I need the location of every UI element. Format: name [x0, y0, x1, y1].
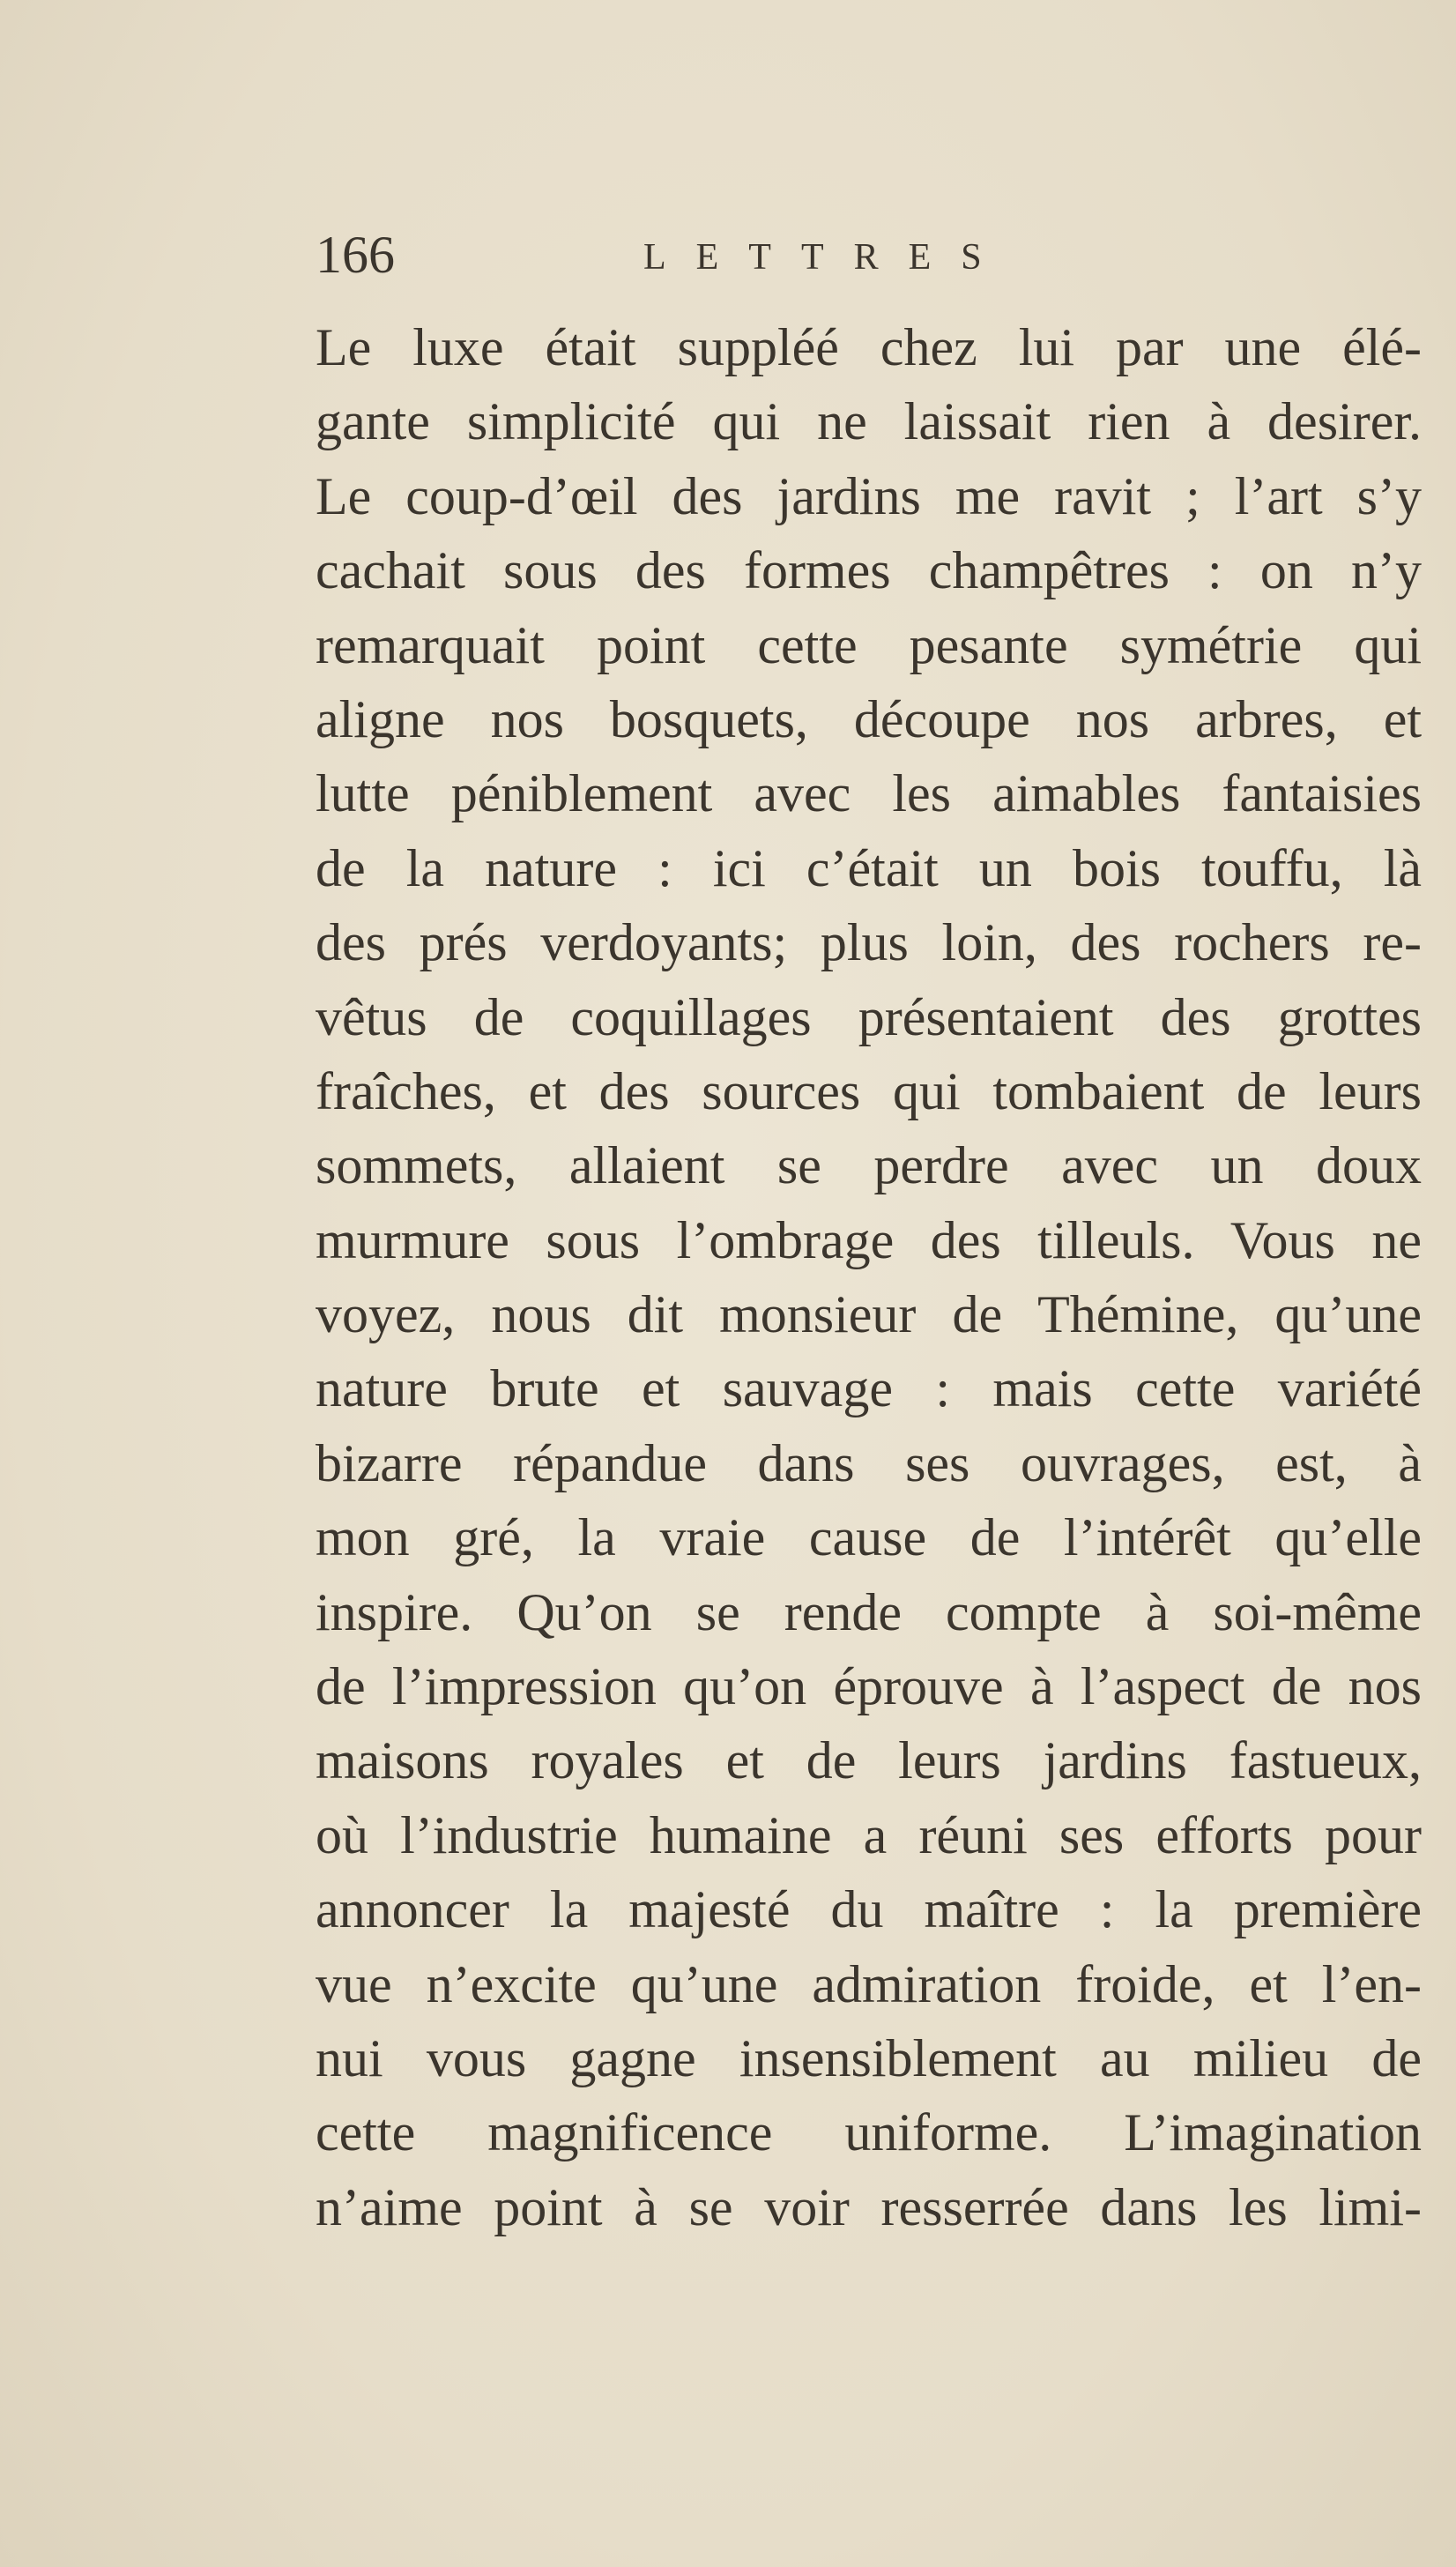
text-line: de la nature : ici c’était un bois touffu, là: [316, 838, 1422, 897]
text-line: des prés verdoyants; plus loin, des rochers re-: [316, 913, 1422, 972]
text-line: voyez, nous dit monsieur de Thémine, qu’une: [316, 1285, 1422, 1344]
page-number: 166: [316, 226, 395, 284]
text-line: remarquait point cette pesante symétrie qui: [316, 615, 1422, 674]
text-line: sommets, allaient se perdre avec un doux: [316, 1136, 1422, 1195]
text-line: aligne nos bosquets, découpe nos arbres, et: [316, 689, 1422, 748]
text-line: bizarre répandue dans ses ouvrages, est, à: [316, 1433, 1422, 1492]
text-line: vue n’excite qu’une admiration froide, et l’en-: [316, 1954, 1422, 2013]
text-line: maisons royales et de leurs jardins fastueux,: [316, 1731, 1422, 1790]
text-line: cachait sous des formes champêtres : on n’y: [316, 541, 1422, 600]
running-title: LETTRES: [643, 237, 1012, 278]
text-line: annoncer la majesté du maître : la première: [316, 1880, 1422, 1939]
text-line: n’aime point à se voir resserrée dans les limi-: [316, 2177, 1422, 2236]
text-line: gante simplicité qui ne laissait rien à desirer.: [316, 392, 1422, 451]
text-line: mon gré, la vraie cause de l’intérêt qu’elle: [316, 1508, 1422, 1567]
text-line: inspire. Qu’on se rende compte à soi-même: [316, 1582, 1422, 1641]
text-line: cette magnificence uniforme. L’imagination: [316, 2103, 1422, 2162]
body-text: [316, 310, 1422, 2244]
text-line: lutte péniblement avec les aimables fantaisies: [316, 764, 1422, 823]
text-line: où l’industrie humaine a réuni ses efforts pour: [316, 1805, 1422, 1864]
text-line: nature brute et sauvage : mais cette variété: [316, 1359, 1422, 1418]
text-line: fraîches, et des sources qui tombaient de leurs: [316, 1061, 1422, 1120]
text-line: murmure sous l’ombrage des tilleuls. Vous ne: [316, 1210, 1422, 1269]
text-line: de l’impression qu’on éprouve à l’aspect de nos: [316, 1657, 1422, 1716]
text-line: Le coup-d’œil des jardins me ravit ; l’art s’y: [316, 466, 1422, 525]
text-line: vêtus de coquillages présentaient des grottes: [316, 987, 1422, 1046]
text-line: Le luxe était suppléé chez lui par une élé-: [316, 318, 1422, 376]
text-line: nui vous gagne insensiblement au milieu de: [316, 2028, 1422, 2087]
